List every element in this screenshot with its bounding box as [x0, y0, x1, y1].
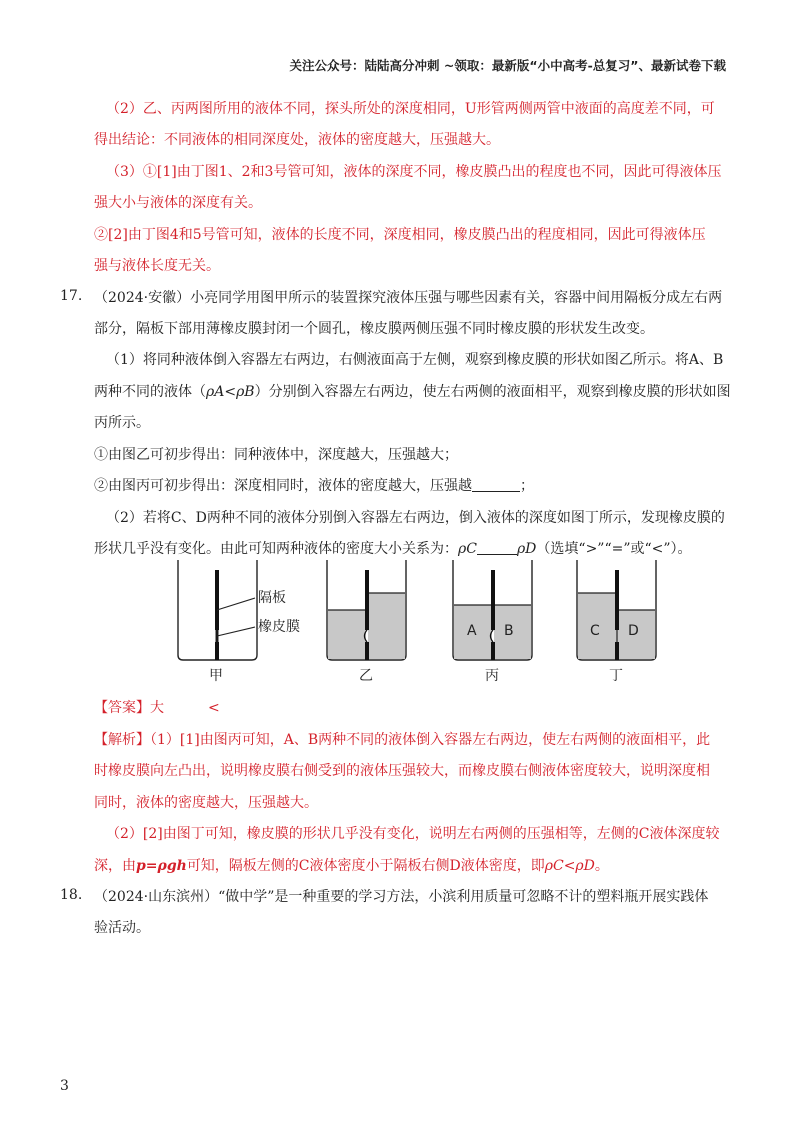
analysis-line-4: （2）[2]由图丁可知，橡皮膜的形状几乎没有变化，说明左右两侧的压强相等，左侧的C液体深度较 — [106, 826, 720, 842]
label-b: B — [504, 623, 514, 639]
prev-line-3: （3）①[1]由丁图1、2和3号管可知，液体的深度不同，橡皮膜凸出的程度也不同，因此可得液体压 — [106, 164, 722, 180]
prev-line-4: 强大小与液体的深度有关。 — [94, 195, 262, 211]
density-relation: ρC<ρD — [544, 858, 595, 874]
q17-line-4 — [94, 382, 731, 402]
analysis-line-5 — [94, 856, 609, 876]
partition-label: 隔板 — [258, 590, 286, 606]
prev-line-6: 强与液体长度无关。 — [94, 258, 220, 274]
density-ab: ρA<ρB — [206, 384, 255, 400]
q17-line-2: 部分，隔板下部用薄橡皮膜封闭一个圆孔，橡皮膜两侧压强不同时橡皮膜的形状发生改变。 — [94, 321, 654, 337]
experiment-figures — [170, 560, 670, 685]
analysis-line-1 — [94, 730, 710, 750]
page-number: 3 — [60, 1078, 69, 1094]
page-header: 关注公众号：陆陆高分冲刺 ~领取：最新版“小中高考-总复习”、最新试卷下载 — [289, 58, 726, 73]
density-d: ρD — [516, 541, 537, 557]
answer-line — [94, 698, 220, 718]
q18-line-2: 验活动。 — [94, 920, 150, 936]
q17-line-6: ①由图乙可初步得出：同种液体中，深度越大，压强越大； — [94, 447, 458, 463]
analysis-text-1: （1）[1]由图丙可知，A、B两种不同的液体倒入容器左右两边，使左右两侧的液面相平，此 — [150, 732, 711, 748]
answer-blank-1[interactable] — [472, 477, 520, 492]
q17-line-8: （2）若将C、D两种不同的液体分别倒入容器左右两边，倒入液体的深度如图丁所示，发现橡皮膜的 — [106, 510, 725, 526]
q17-line-7-a: ②由图丙可初步得出：深度相同时，液体的密度越大，压强越 — [94, 478, 472, 494]
figure-label-jia: 甲 — [209, 668, 223, 684]
prev-line-1: （2）乙、丙两图所用的液体不同，探头所处的深度相同，U形管两侧两管中液面的高度差不同，可 — [106, 101, 715, 117]
q17-line-1: （2024·安徽）小亮同学用图甲所示的装置探究液体压强与哪些因素有关，容器中间用隔板分成左右两 — [94, 290, 723, 306]
q17-line-5: 丙所示。 — [94, 415, 150, 431]
answer-tag: 【答案】 — [94, 700, 150, 716]
figure-label-ding: 丁 — [609, 668, 623, 684]
analysis-tag: 【解析】 — [94, 732, 150, 748]
q17-line-9-d: （选填“>”“=”或“<”）。 — [536, 541, 692, 557]
q17-line-4-c: ）分别倒入容器左右两边，使左右两侧的液面相平，观察到橡皮膜的形状如图 — [254, 384, 731, 400]
liquid-yi-left — [328, 610, 366, 659]
label-a: A — [467, 623, 477, 639]
answer-1: 大 — [150, 700, 164, 716]
prev-line-2: 得出结论：不同液体的相同深度处，液体的密度越大，压强越大。 — [94, 132, 500, 148]
answer-2: < — [208, 700, 220, 716]
figure-label-yi: 乙 — [359, 668, 373, 684]
formula: p=ρgh — [136, 858, 187, 874]
analysis-line-2: 时橡皮膜向左凸出，说明橡皮膜右侧受到的液体压强较大，而橡皮膜右侧液体密度较大，说明深度相 — [94, 763, 710, 779]
liquid-yi-right — [368, 593, 405, 659]
prev-line-5: ②[2]由丁图4和5号管可知，液体的长度不同，深度相同，橡皮膜凸出的程度相同，因此可得液体压 — [94, 227, 706, 243]
membrane-label: 橡皮膜 — [258, 619, 300, 635]
analysis-5e: 。 — [594, 858, 609, 874]
density-c: ρC — [458, 541, 477, 557]
analysis-5c: 可知，隔板左侧的C液体密度小于隔板右侧D液体密度，即 — [186, 858, 545, 874]
q17-line-9-a: 形状几乎没有变化。由此可知两种液体的密度大小关系为： — [94, 541, 458, 557]
q17-line-3: （1）将同种液体倒入容器左右两边，右侧液面高于左侧，观察到橡皮膜的形状如图乙所示。将A、B — [106, 352, 724, 368]
q18-line-1: （2024·山东滨州）“做中学”是一种重要的学习方法，小滨利用质量可忽略不计的塑料瓶开展实践体 — [94, 889, 709, 905]
label-d: D — [628, 623, 639, 639]
figure-label-bing: 丙 — [485, 668, 499, 684]
analysis-line-3: 同时，液体的密度越大，压强越大。 — [94, 795, 318, 811]
label-c: C — [590, 623, 600, 639]
question-18-number: 18. — [60, 887, 83, 903]
q17-line-7 — [94, 476, 534, 496]
question-17-number: 17. — [60, 288, 83, 304]
q17-line-9 — [94, 539, 692, 559]
analysis-5a: 深，由 — [94, 858, 136, 874]
q17-line-4-a: 两种不同的液体（ — [94, 384, 206, 400]
q17-line-7-b: ； — [520, 478, 534, 494]
answer-blank-2[interactable] — [477, 540, 517, 555]
